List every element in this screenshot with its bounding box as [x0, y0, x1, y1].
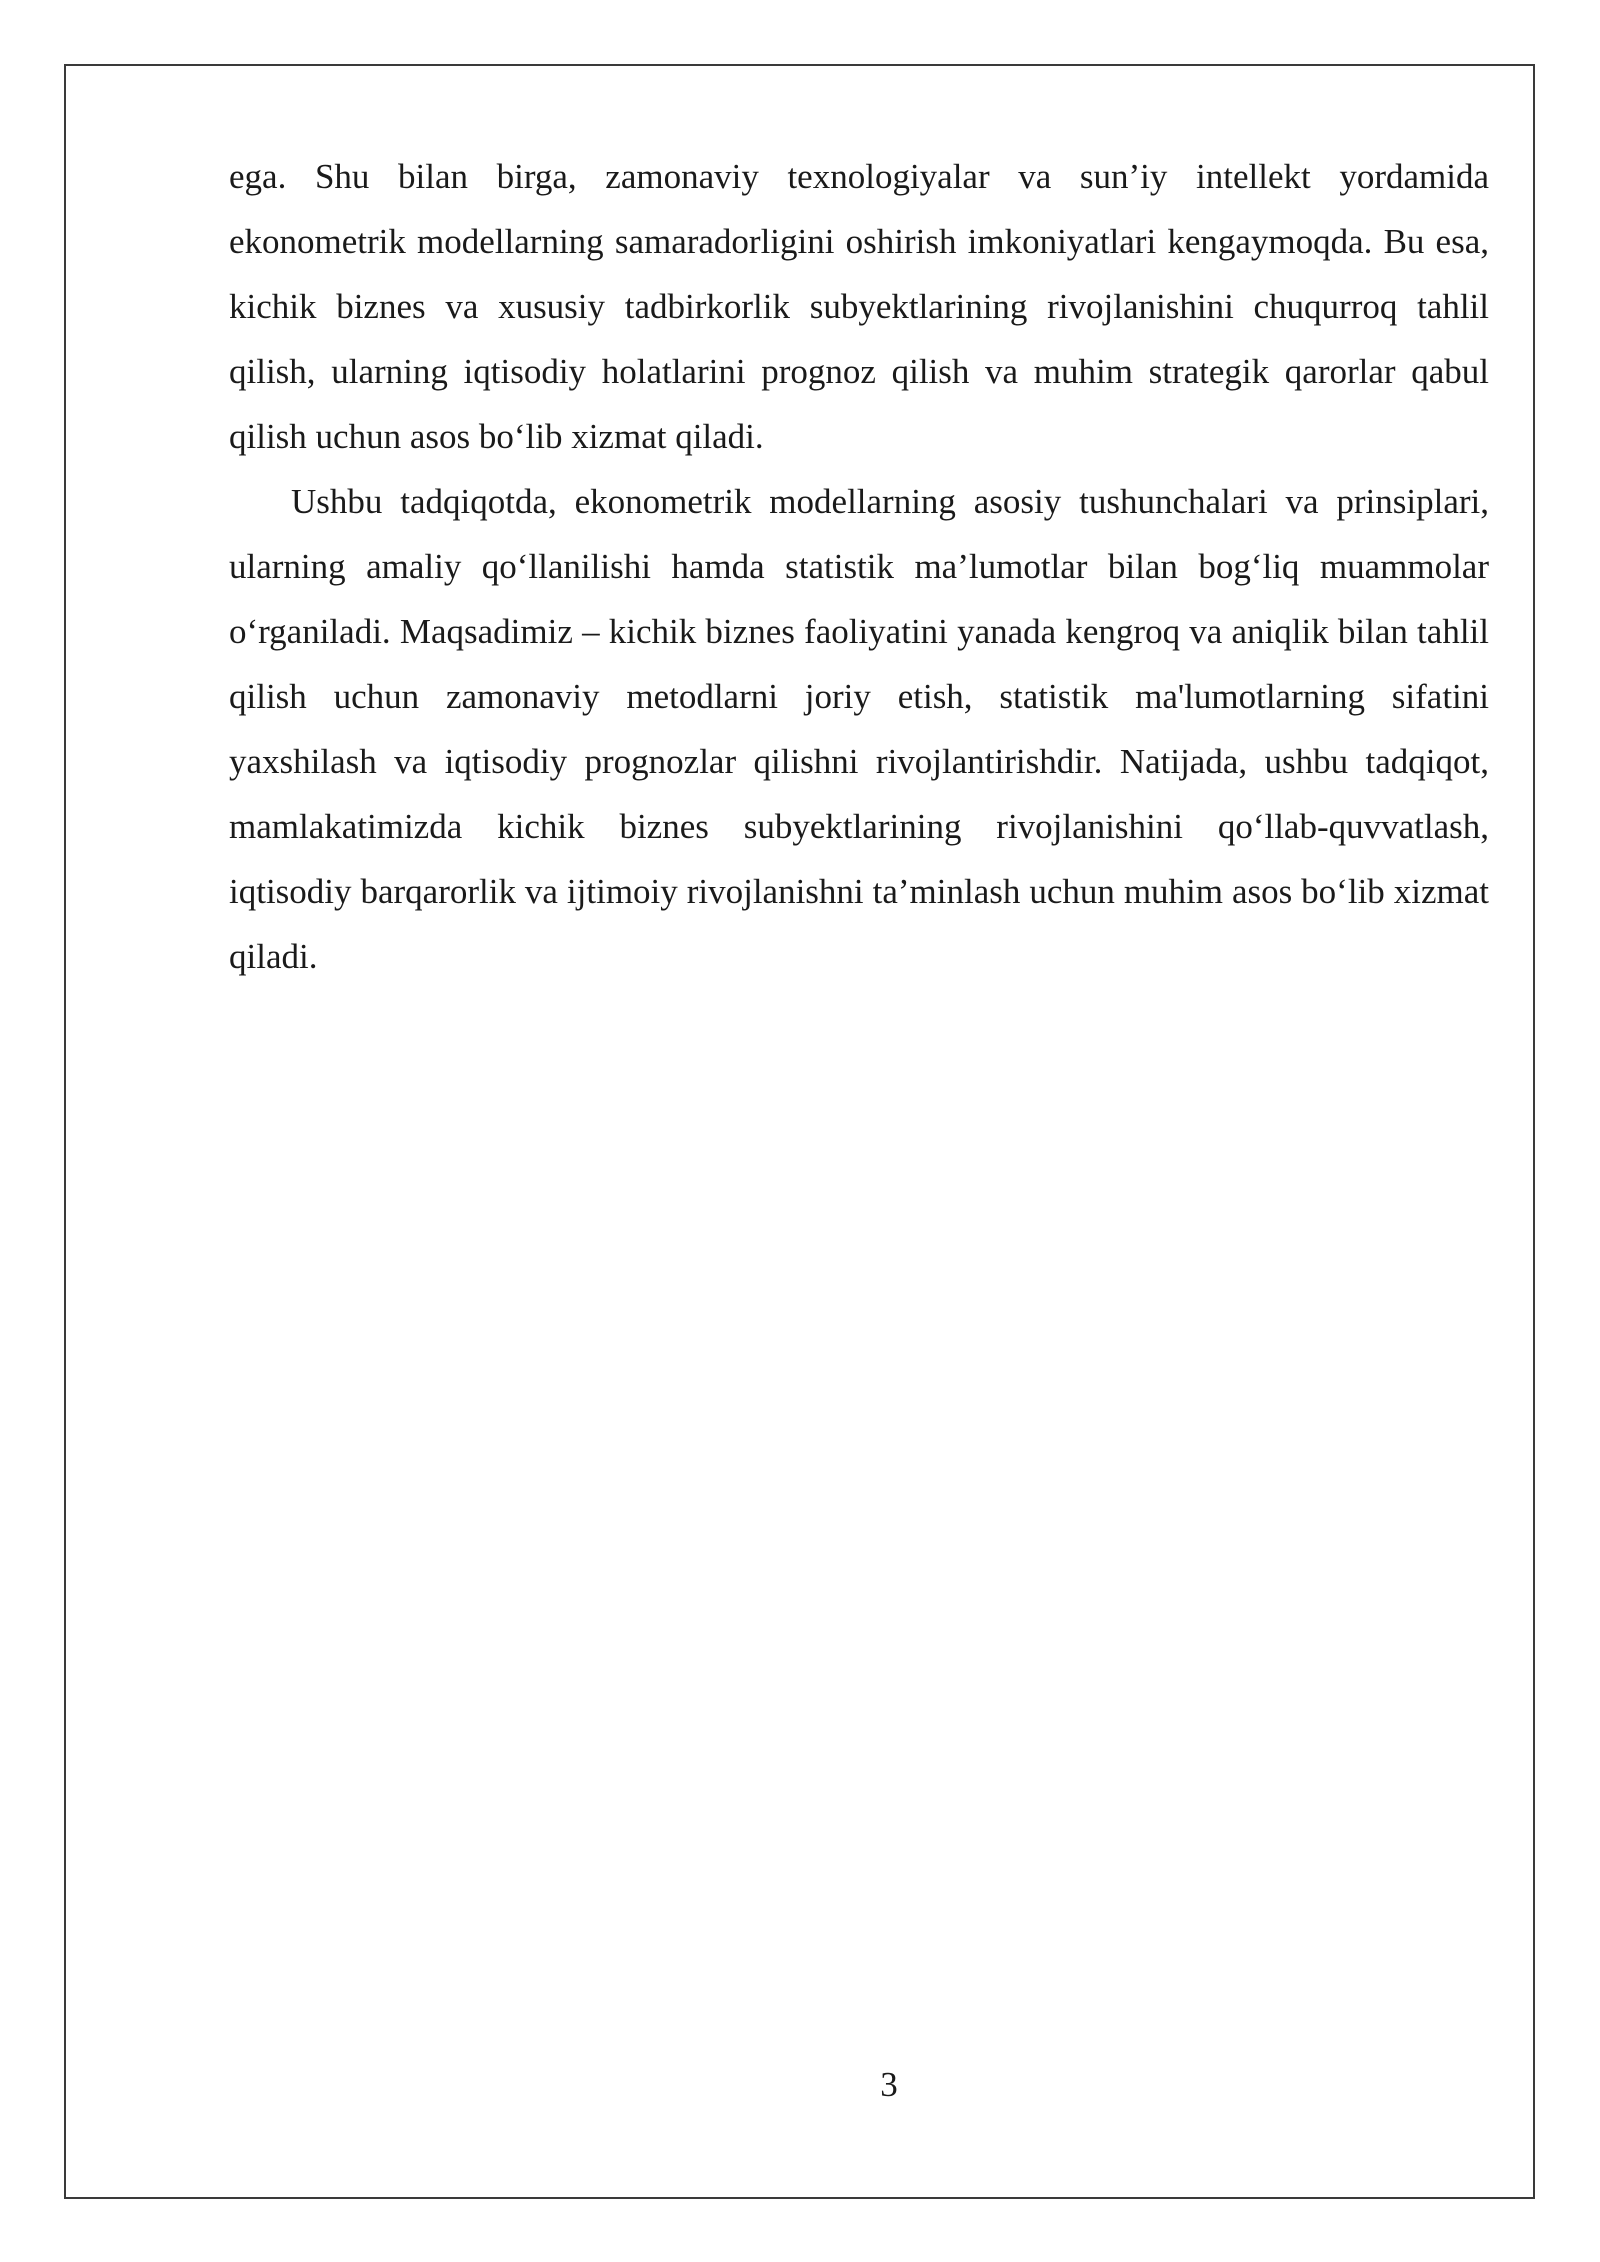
- paragraph-research-goal: Ushbu tadqiqotda, ekonometrik modellarning asosiy tushunchalari va prinsiplari, ularning amaliy qo‘llanilishi hamda statistik ma’lumotlar bilan bog‘liq muammolar o‘rganiladi. Maqsadimiz – kichik biznes faoliyatini yanada kengroq va aniqlik bilan tahlil qilish uchun zamonaviy metodlarni joriy etish, statistik ma'lumotlarning sifatini yaxshilash va iqtisodiy prognozlar qilishni rivojlantirishdir. Natijada, ushbu tadqiqot, mamlakatimizda kichik biznes subyektlarining rivojlanishini qo‘llab-quvvatlash, iqtisodiy barqarorlik va ijtimoiy rivojlanishni ta’minlash uchun muhim asos bo‘lib xizmat qiladi.: [229, 482, 1489, 976]
- page-number: 3: [880, 2065, 898, 2104]
- paragraph-continuation: ega. Shu bilan birga, zamonaviy texnologiyalar va sun’iy intellekt yordamida ekonometrik modellarning samaradorligini oshirish imkoniyatlari kengaymoqda. Bu esa, kichik biznes va xususiy tadbirkorlik subyektlarining rivojlanishini chuqurroq tahlil qilish, ularning iqtisodiy holatlarini prognoz qilish va muhim strategik qarorlar qabul qilish uchun asos bo‘lib xizmat qiladi.: [229, 157, 1489, 456]
- document-body: [229, 144, 1489, 989]
